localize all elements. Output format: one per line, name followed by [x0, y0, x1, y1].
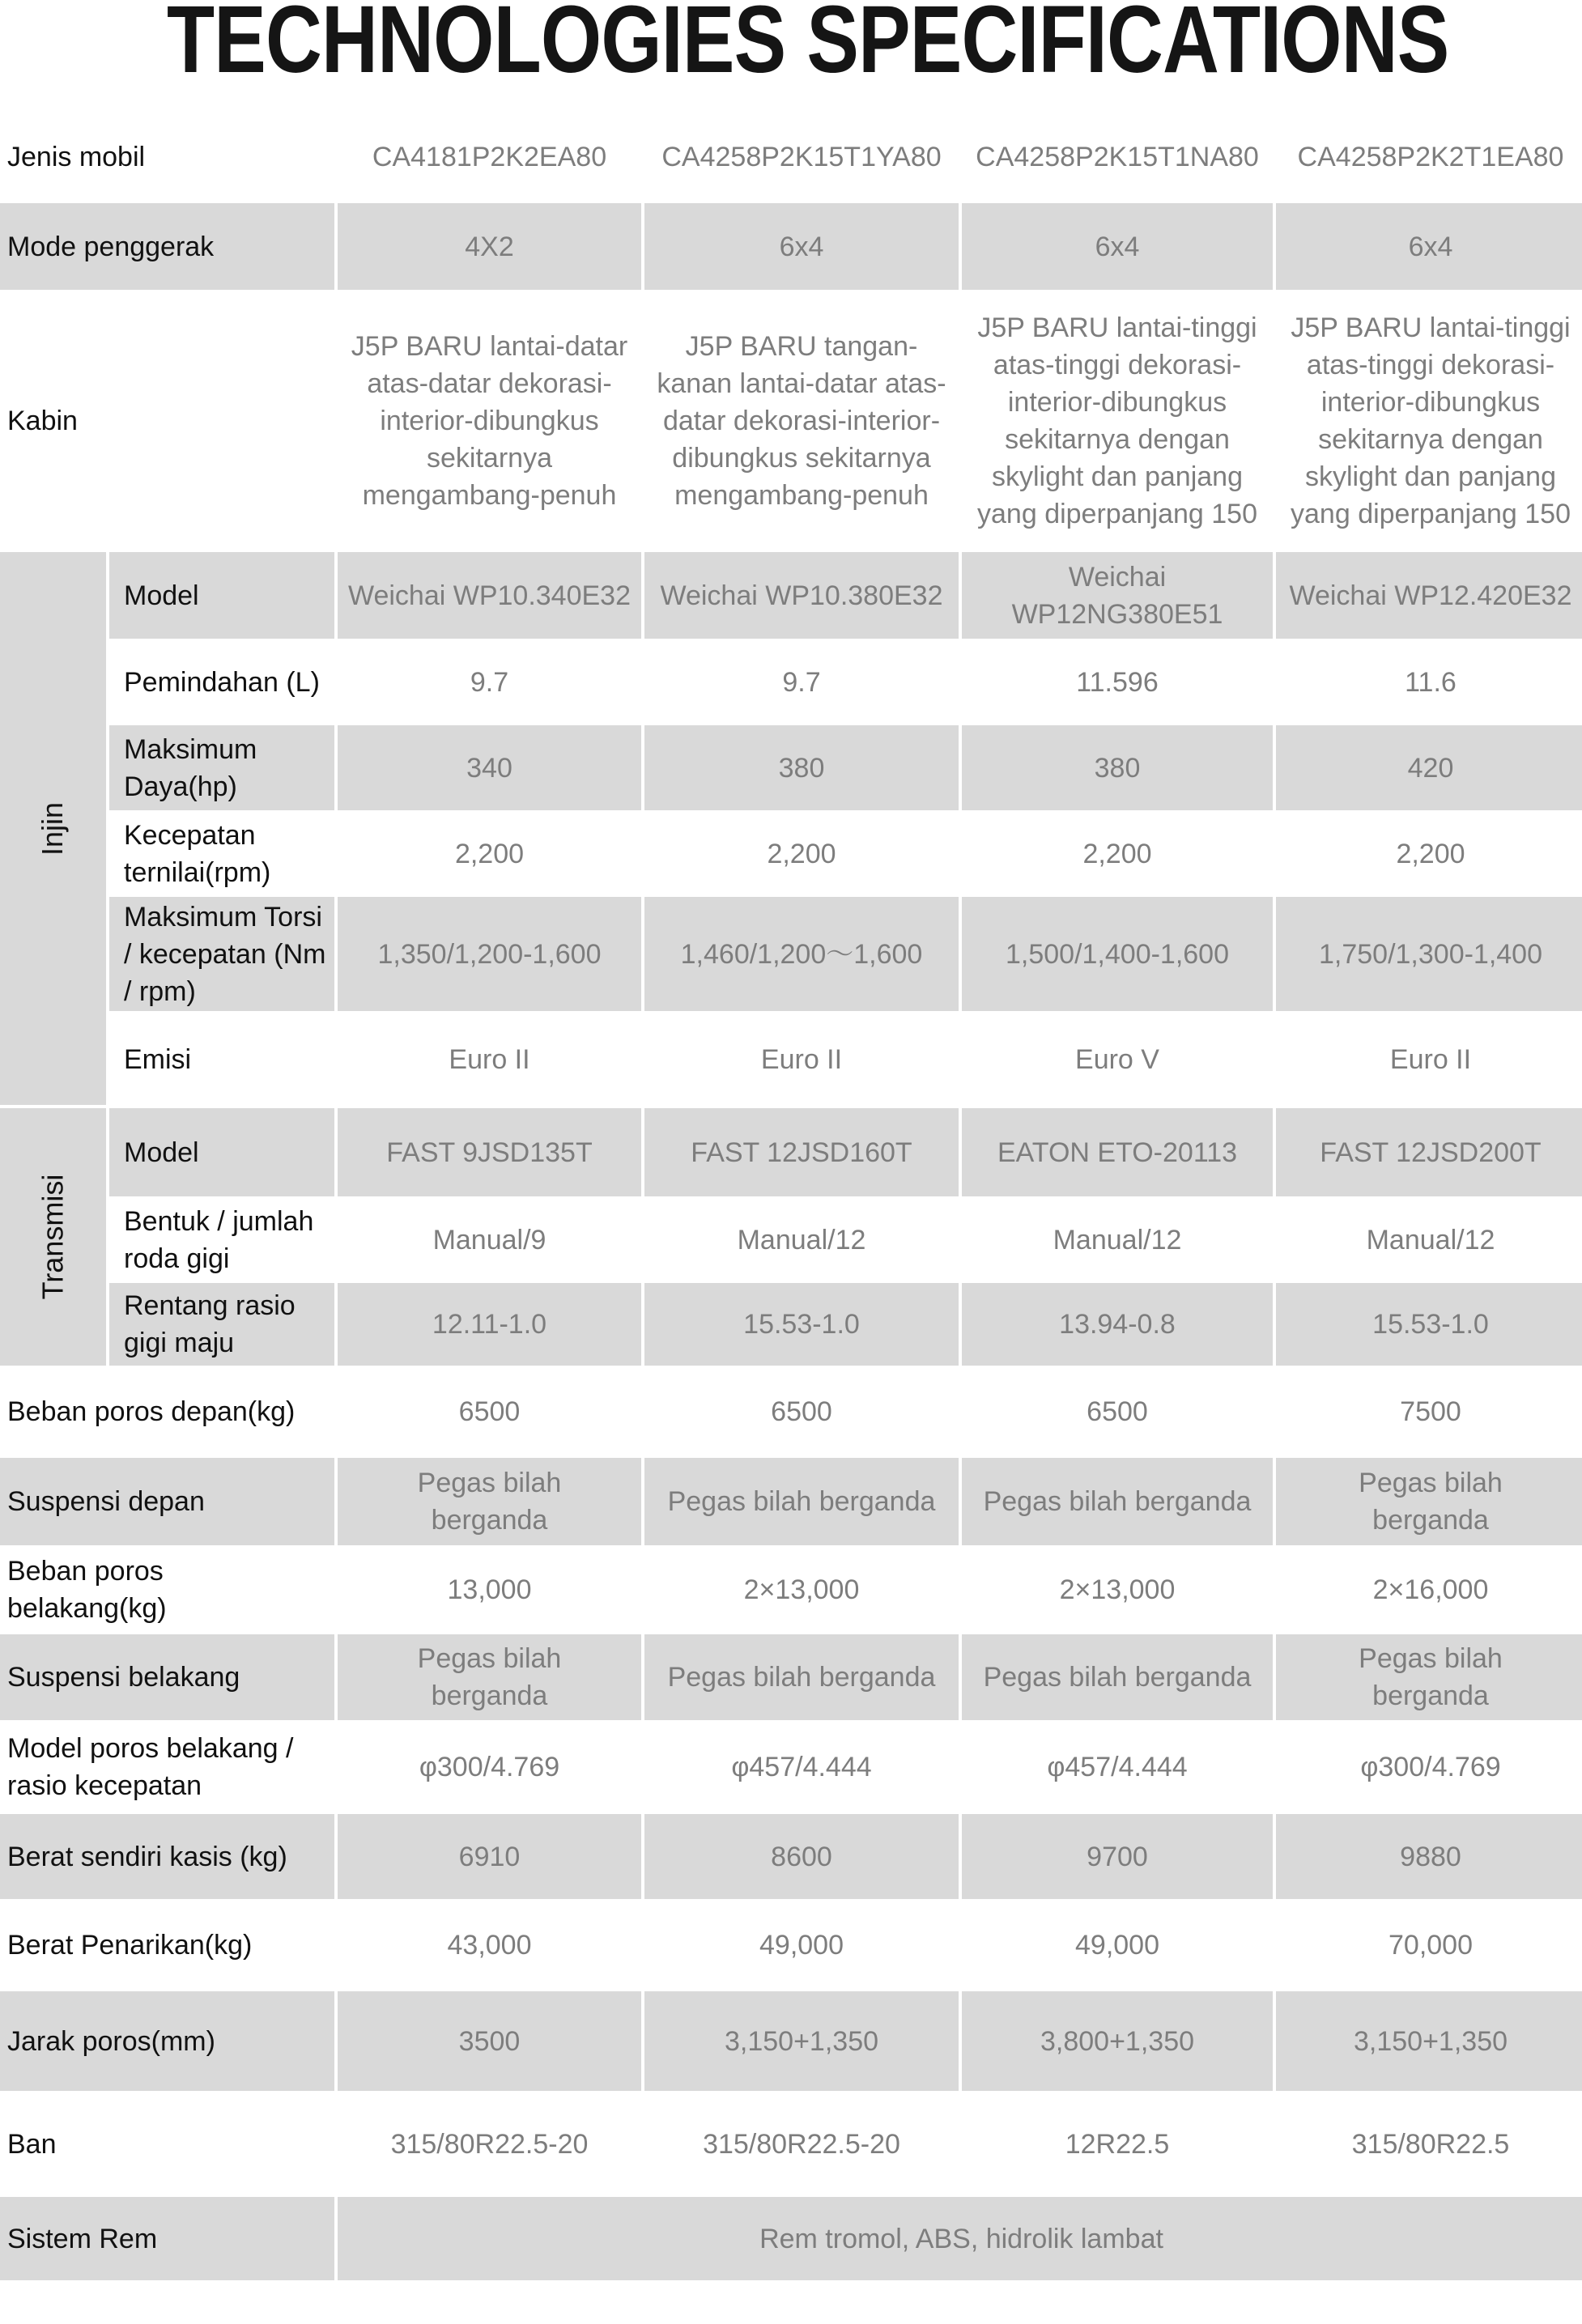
- table-cell: 49,000: [1075, 1930, 1159, 1961]
- table-cell: 3,150+1,350: [1276, 1991, 1582, 2091]
- model-header-2: CA4258P2K15T1YA80: [661, 141, 942, 172]
- table-cell: 13.94-0.8: [962, 1283, 1273, 1366]
- table-cell: 3,150+1,350: [644, 1991, 959, 2091]
- table-cell: Euro II: [760, 1044, 843, 1075]
- table-cell: Pegas bilah berganda: [644, 1458, 959, 1545]
- table-cell: φ457/4.444: [1047, 1752, 1188, 1782]
- table-cell: 12R22.5: [1065, 2128, 1170, 2160]
- row-label-traction-weight: Berat Penarikan(kg): [7, 1930, 253, 1961]
- table-cell: J5P BARU lantai-tinggi atas-tinggi dekorasi-interior-dibungkus sekitarnya dengan skylight dan panjang yang diperpanjang 150: [1291, 312, 1571, 529]
- table-cell: 9.7: [782, 666, 821, 698]
- table-cell: 315/80R22.5-20: [703, 2128, 900, 2160]
- group-label-transmisi-text: Transmisi: [36, 1174, 70, 1300]
- row-label-gears: Bentuk / jumlah roda gigi: [124, 1205, 314, 1274]
- table-cell: 2×13,000: [743, 1574, 860, 1605]
- table-cell: Euro II: [449, 1044, 530, 1075]
- table-cell: 1,460/1,200～1,600: [644, 897, 959, 1011]
- row-label-displacement: Pemindahan (L): [124, 666, 320, 698]
- model-header-3: CA4258P2K15T1NA80: [976, 141, 1259, 172]
- table-cell: Pegas bilah berganda: [1276, 1634, 1582, 1720]
- row-label-jenis-mobil: Jenis mobil: [7, 141, 146, 172]
- table-cell: 9700: [962, 1814, 1273, 1899]
- table-cell: 49,000: [759, 1930, 844, 1961]
- table-cell: 6500: [1087, 1396, 1148, 1427]
- table-cell: Euro II: [1389, 1044, 1472, 1075]
- table-cell: 2×13,000: [1059, 1574, 1176, 1605]
- table-cell: Pegas bilah berganda: [1276, 1458, 1582, 1545]
- table-cell: Weichai WP10.340E32: [338, 552, 641, 639]
- row-label-mode-penggerak: Mode penggerak: [0, 203, 334, 290]
- table-cell: 420: [1276, 725, 1582, 810]
- table-cell: 2,200: [454, 838, 525, 869]
- table-cell: Manual/9: [432, 1224, 546, 1255]
- table-cell-brakes-merged: Rem tromol, ABS, hidrolik lambat: [338, 2197, 1582, 2280]
- row-label-gear-ratio: Rentang rasio gigi maju: [109, 1283, 334, 1366]
- table-cell: 3,800+1,350: [962, 1991, 1273, 2091]
- table-cell: 6500: [458, 1396, 521, 1427]
- table-cell: J5P BARU tangan-kanan lantai-datar atas-datar dekorasi-interior-dibungkus sekitarnya mengambang-penuh: [657, 331, 946, 511]
- table-cell: 2×16,000: [1372, 1574, 1489, 1605]
- row-label-kabin: Kabin: [7, 406, 78, 436]
- page-title: TECHNOLOGIES SPECIFICATIONS: [167, 0, 1449, 93]
- row-label-rated-speed: Kecepatan ternilai(rpm): [124, 819, 271, 888]
- group-label-transmisi: [0, 1108, 106, 1366]
- table-cell: FAST 12JSD160T: [644, 1108, 959, 1196]
- table-cell: Manual/12: [1053, 1224, 1182, 1255]
- table-cell: 2,200: [1082, 838, 1152, 869]
- table-cell: 12.11-1.0: [338, 1283, 641, 1366]
- table-cell: 315/80R22.5: [1351, 2128, 1510, 2160]
- table-cell: Pegas bilah berganda: [962, 1634, 1273, 1720]
- table-cell: 6x4: [644, 203, 959, 290]
- table-cell: φ457/4.444: [731, 1752, 872, 1782]
- table-cell: 315/80R22.5-20: [390, 2128, 589, 2160]
- table-cell: 6910: [338, 1814, 641, 1899]
- table-cell: 11.6: [1405, 666, 1457, 698]
- group-label-injin-text: Injin: [36, 801, 70, 856]
- table-cell: 2,200: [1396, 838, 1465, 869]
- row-label-front-axle: Beban poros depan(kg): [7, 1396, 296, 1427]
- table-cell: Weichai WP12.420E32: [1276, 552, 1582, 639]
- table-cell: 6x4: [962, 203, 1273, 290]
- model-header-1: CA4181P2K2EA80: [372, 141, 607, 172]
- table-cell: 70,000: [1389, 1930, 1473, 1961]
- table-cell: 11.596: [1076, 666, 1159, 698]
- table-cell: Manual/12: [737, 1224, 866, 1255]
- table-cell: 4X2: [338, 203, 641, 290]
- table-cell: 15.53-1.0: [644, 1283, 959, 1366]
- table-cell: FAST 12JSD200T: [1276, 1108, 1582, 1196]
- table-cell: Pegas bilah berganda: [338, 1634, 641, 1720]
- table-cell: 340: [338, 725, 641, 810]
- table-cell: Weichai WP10.380E32: [644, 552, 959, 639]
- table-cell: 15.53-1.0: [1276, 1283, 1582, 1366]
- row-label-emission: Emisi: [124, 1044, 192, 1075]
- table-cell: 9880: [1276, 1814, 1582, 1899]
- table-cell: FAST 9JSD135T: [338, 1108, 641, 1196]
- table-cell: Weichai WP12NG380E51: [962, 552, 1273, 639]
- table-cell: 8600: [644, 1814, 959, 1899]
- group-label-injin: [0, 552, 106, 1105]
- table-cell: J5P BARU lantai-tinggi atas-tinggi dekorasi-interior-dibungkus sekitarnya dengan skylight dan panjang yang diperpanjang 150: [977, 312, 1257, 529]
- table-cell: 6500: [771, 1396, 832, 1427]
- model-header-4: CA4258P2K2T1EA80: [1297, 141, 1564, 172]
- row-label-max-torque: Maksimum Torsi / kecepatan (Nm / rpm): [109, 897, 334, 1011]
- table-cell: J5P BARU lantai-datar atas-datar dekorasi-interior-dibungkus sekitarnya mengambang-penuh: [351, 331, 628, 511]
- row-label-tires: Ban: [7, 2128, 57, 2160]
- row-label-transmission-model: Model: [109, 1108, 334, 1196]
- table-cell: 9.7: [470, 666, 509, 698]
- table-cell: 2,200: [767, 838, 836, 869]
- row-label-wheelbase: Jarak poros(mm): [0, 1991, 334, 2091]
- row-label-front-suspension: Suspensi depan: [0, 1458, 334, 1545]
- row-label-max-power: Maksimum Daya(hp): [109, 725, 334, 810]
- table-cell: 43,000: [447, 1930, 532, 1961]
- table-cell: 1,350/1,200-1,600: [338, 897, 641, 1011]
- row-label-brakes: Sistem Rem: [0, 2197, 334, 2280]
- row-label-rear-axle: Beban poros belakang(kg): [7, 1556, 167, 1624]
- table-cell: 13,000: [447, 1574, 532, 1605]
- table-cell: φ300/4.769: [419, 1752, 560, 1782]
- table-cell: Pegas bilah berganda: [644, 1634, 959, 1720]
- table-cell: φ300/4.769: [1360, 1752, 1501, 1782]
- table-cell: 3500: [338, 1991, 641, 2091]
- table-cell: Euro V: [1075, 1044, 1159, 1075]
- table-cell: Manual/12: [1366, 1224, 1495, 1255]
- table-cell: 7500: [1400, 1396, 1461, 1427]
- table-cell: 6x4: [1276, 203, 1582, 290]
- row-label-rear-axle-model: Model poros belakang / rasio kecepatan: [7, 1733, 294, 1801]
- row-label-curb-weight: Berat sendiri kasis (kg): [0, 1814, 334, 1899]
- table-cell: 1,500/1,400-1,600: [962, 897, 1273, 1011]
- row-label-engine-model: Model: [109, 552, 334, 639]
- table-cell: 380: [644, 725, 959, 810]
- table-cell: 380: [962, 725, 1273, 810]
- row-label-rear-suspension: Suspensi belakang: [0, 1634, 334, 1720]
- table-cell: 1,750/1,300-1,400: [1276, 897, 1582, 1011]
- table-cell: Pegas bilah berganda: [962, 1458, 1273, 1545]
- table-cell: EATON ETO-20113: [962, 1108, 1273, 1196]
- table-cell: Pegas bilah berganda: [338, 1458, 641, 1545]
